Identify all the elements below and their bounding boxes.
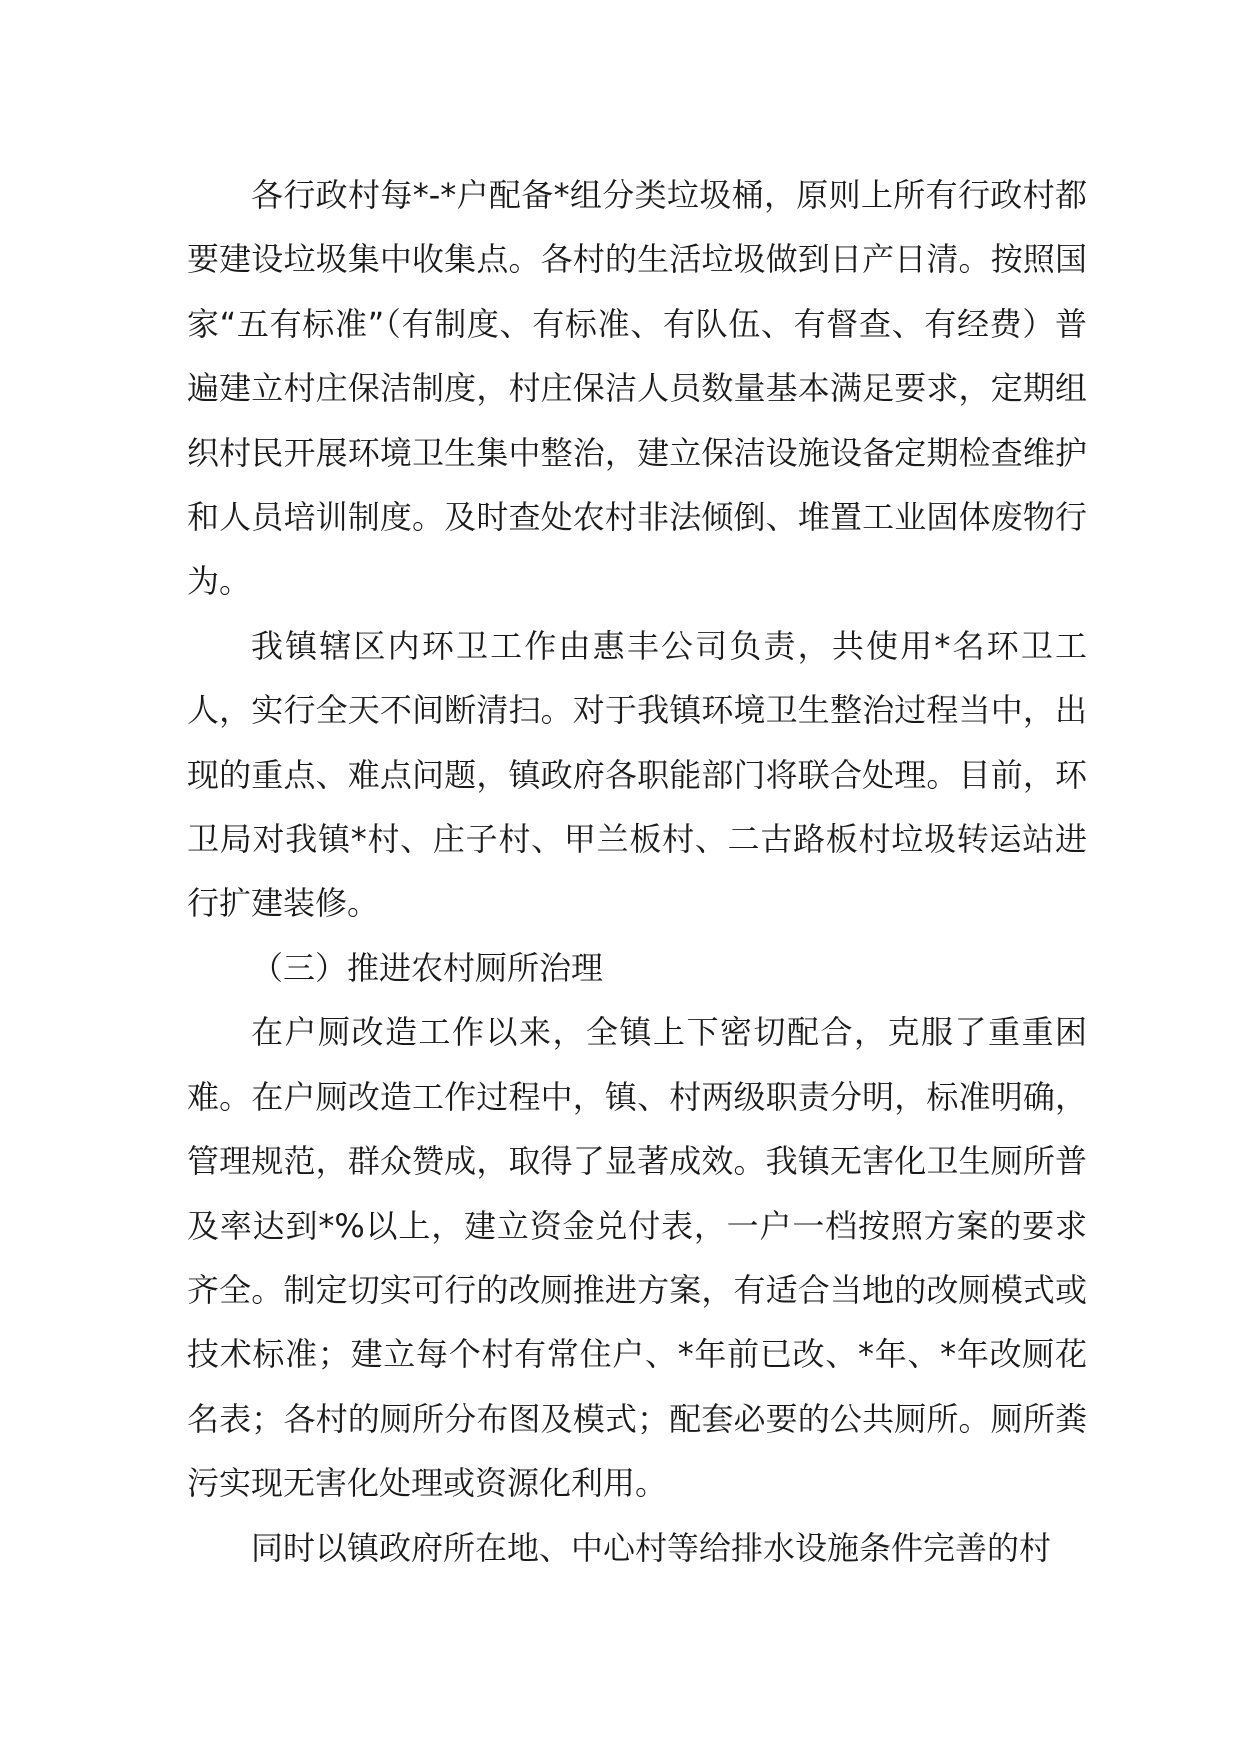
section-heading: （三）推进农村厕所治理 <box>251 948 604 987</box>
paragraph-toilet-renovation: 在户厕改造工作以来，全镇上下密切配合，克服了重重困难。在户厕改造工作过程中，镇、村两级职责分明，标准明确，管理规范，群众赞成，取得了显著成效。我镇无害化卫生厕所普及率达到*%以上，建立资金兑付表，一户一档按照方案的要求齐全。制定切实可行的改厕推进方案，有适合当地的改厕模式或技术标准；建立每个村有常住户、*年前已改、*年、*年改厕花名表；各村的厕所分布图及模式；配套必要的公共厕所。厕所粪污实现无害化处理或资源化利用。 <box>187 1013 1087 1503</box>
paragraph-drainage: 同时以镇政府所在地、中心村等给排水设施条件完善的村 <box>251 1528 1052 1567</box>
paragraph-sanitation-work: 我镇辖区内环卫工作由惠丰公司负责，共使用*名环卫工人，实行全天不间断清扫。对于我镇环境卫生整治过程当中，出现的重点、难点问题，镇政府各职能部门将联合处理。目前，环卫局对我镇*村、庄子村、甲兰板村、二古路板村垃圾转运站进行扩建装修。 <box>187 626 1087 923</box>
paragraph-waste-bins: 各行政村每*-*户配备*组分类垃圾桶，原则上所有行政村都要建设垃圾集中收集点。各村的生活垃圾做到日产日清。按照国家“五有标准”（有制度、有标准、有队伍、有督查、有经费）普遍建立村庄保洁制度，村庄保洁人员数量基本满足要求，定期组织村民开展环境卫生集中整治，建立保洁设施设备定期检查维护和人员培训制度。及时查处农村非法倾倒、堆置工业固体废物行为。 <box>187 176 1087 601</box>
document-body <box>187 163 1087 1580</box>
